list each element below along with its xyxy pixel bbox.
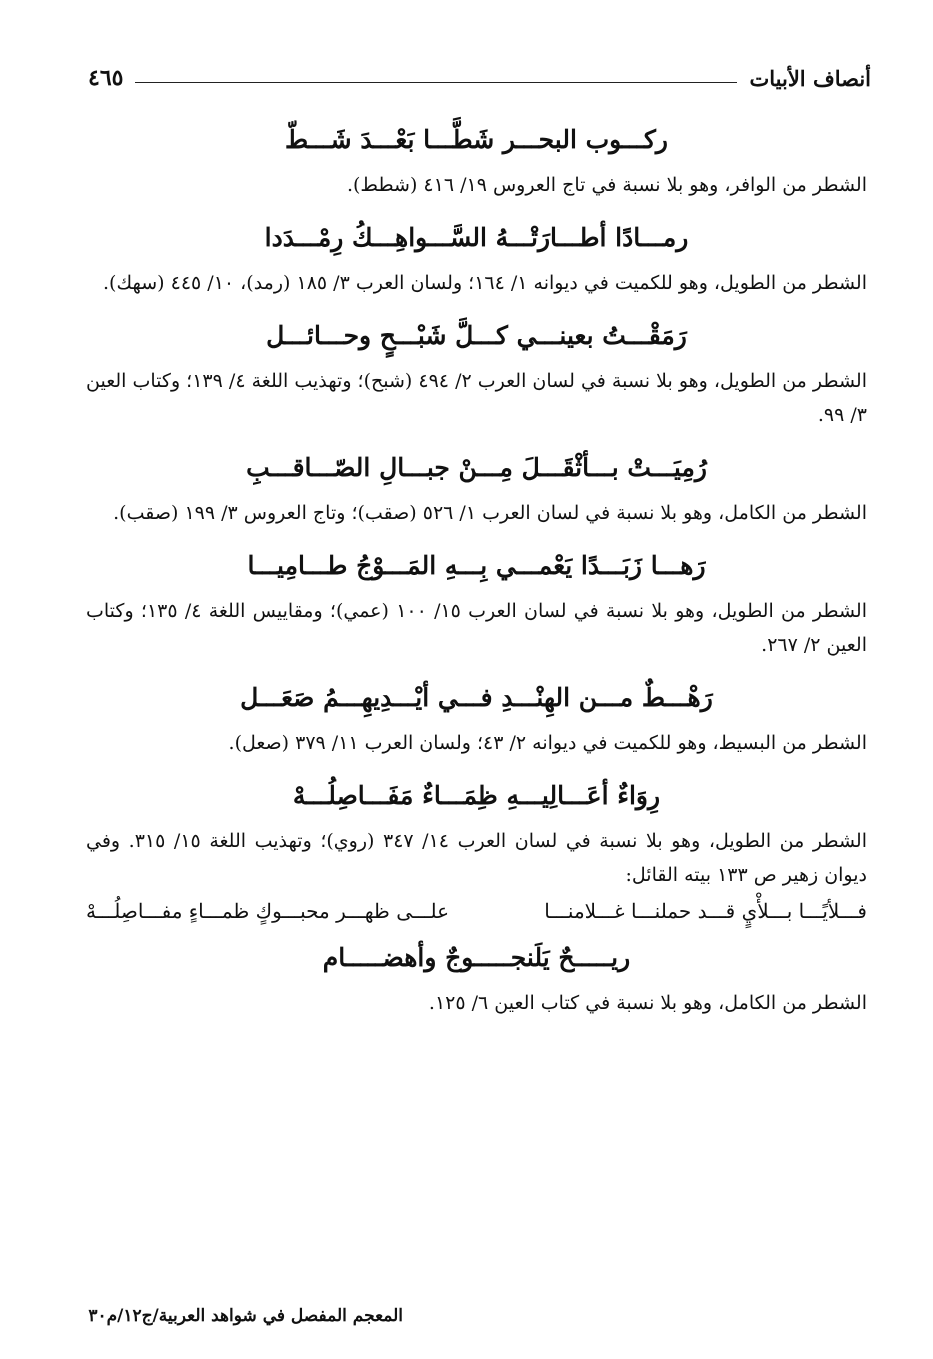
page-header <box>88 58 871 98</box>
verse-note: الشطر من الطويل، وهو بلا نسبة في لسان العرب ١٤/ ٣٤٧ (روي)؛ وتهذيب اللغة ١٥/ ٣١٥. وفي ديوان زهير ص ١٣٣ بيته القائل: <box>86 830 867 886</box>
verse-heading: رِوَاءٌ أعَـــالِيـــهِ ظِمَـــاءٌ مَفَـــاصِلُـــهْ <box>292 781 661 810</box>
verse-note: الشطر من الكامل، وهو بلا نسبة في لسان العرب ١/ ٥٢٦ (صقب)؛ وتاج العروس ٣/ ١٩٩ (صقب). <box>113 502 867 524</box>
verse-heading: ريـــــحٌ يَلَنجـــــوجٌ وأهضـــــام <box>322 943 631 972</box>
quoted-poem-line <box>86 892 867 930</box>
running-title: أنصاف الأبيات <box>749 65 871 91</box>
page-footer: المعجم المفصل في شواهد العربية/ج١٢/م٣٠ <box>88 1306 403 1326</box>
verse-heading: رمـــادًا أطـــارَتْـــهُ السَّـــواهِـــكُ رِمْـــدَدا <box>264 223 689 252</box>
poem-second-hemistich: علـــى ظهـــر محبـــوكٍ ظمـــاءٍ مفـــاصِلُـــهْ <box>86 899 449 923</box>
verse-note: الشطر من الطويل، وهو للكميت في ديوانه ١/ ١٦٤؛ ولسان العرب ٣/ ١٨٥ (رمد)، ١٠/ ٤٤٥ (سهك). <box>103 272 867 294</box>
verse-note: الشطر من الطويل، وهو بلا نسبة في لسان العرب ٢/ ٤٩٤ (شبح)؛ وتهذيب اللغة ٤/ ١٣٩؛ وكتاب العين ٣/ ٩٩. <box>86 370 867 426</box>
page-body <box>86 112 867 1028</box>
poem-first-hemistich: فـــلأيًـــا بـــلأْيٍ قـــد حملنـــا غـــلامنـــا <box>544 899 867 923</box>
verse-heading: رَهـــا زَبَـــدًا يَعْمـــي بِـــهِ المَـــوْجُ طـــامِيـــا <box>247 551 706 580</box>
header-rule <box>135 82 737 83</box>
verse-heading: رَمَقْـــتُ بعينـــي كـــلَّ شَبْـــحٍ وحـــائـــل <box>266 321 687 350</box>
verse-note: الشطر من الطويل، وهو بلا نسبة في لسان العرب ١٥/ ١٠٠ (عمي)؛ ومقاييس اللغة ٤/ ١٣٥؛ وكتاب العين ٢/ ٢٦٧. <box>86 600 867 656</box>
verse-note: الشطر من الكامل، وهو بلا نسبة في كتاب العين ٦/ ١٢٥. <box>428 992 867 1014</box>
verse-note: الشطر من البسيط، وهو للكميت في ديوانه ٢/ ٤٣؛ ولسان العرب ١١/ ٣٧٩ (صعل). <box>228 732 867 754</box>
page-number: ٤٦٥ <box>88 65 124 91</box>
verse-heading: رُمِيَـــتْ بـــأثْقَـــلَ مِـــنْ جبـــالِ الصّـــاقـــبِ <box>246 453 707 482</box>
verse-heading: ركـــوب البحـــر شَطَّـــا بَعْـــدَ شَـــطّ <box>284 125 669 154</box>
verse-note: الشطر من الوافر، وهو بلا نسبة في تاج العروس ١٩/ ٤١٦ (شطط). <box>346 174 867 196</box>
verse-heading: رَهْـــطٌ مـــن الهِنْـــدِ فـــي أيْـــدِيهِـــمُ صَعَـــل <box>240 683 713 712</box>
